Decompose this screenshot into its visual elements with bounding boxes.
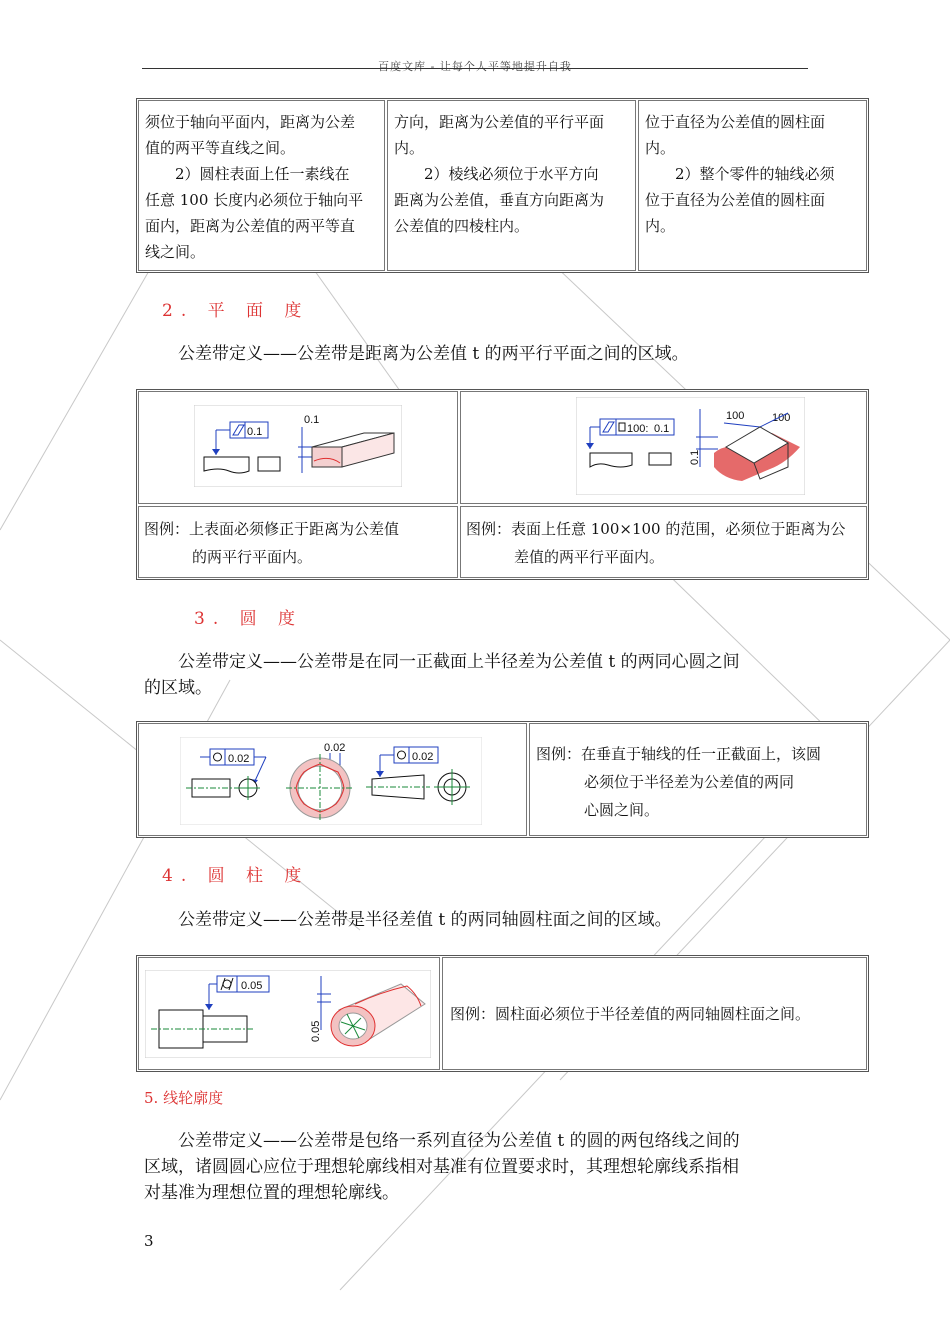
col2-line2: 内。: [394, 139, 425, 157]
caption1-line2: 的两平行平面内。: [192, 548, 313, 566]
top-table: [136, 98, 869, 273]
cylindricity-caption: 图例：圆柱面必须位于半径差值的两同轴圆柱面之间。: [450, 1005, 811, 1023]
frame2-value-text: 0.02: [412, 751, 434, 763]
col2-line1: 方向，距离为公差值的平行平面: [394, 113, 605, 131]
roundness-caption-line3: 心圆之间。: [584, 801, 660, 819]
flatness-caption-2: [466, 515, 866, 571]
frame1-value-text: 0.02: [228, 753, 250, 765]
part-side-view: [258, 457, 280, 471]
flatness-caption-1: [144, 515, 444, 571]
profile-def-line3: 对基准为理想位置的理想轮廓线。: [144, 1183, 399, 1203]
dim-a-text: 100: [726, 410, 745, 422]
col3-item2-l2: 位于直径为公差值的圆柱面: [645, 191, 826, 209]
roundness-figure: [180, 737, 482, 825]
header-rule: [142, 68, 808, 69]
col1-line2: 值的两平等直线之间。: [145, 139, 296, 157]
dim-value-text: 0.05: [310, 1020, 322, 1042]
col3-item2-l1: 2）整个零件的轴线必须: [675, 165, 835, 183]
flatness-figure-2: [576, 397, 805, 495]
top-table-col2: [387, 100, 636, 271]
page-number: 3: [144, 1232, 154, 1250]
roundness-caption-line2: 必须位于半径差为公差值的两同: [584, 773, 795, 791]
frame-value-text: 0.1: [247, 426, 263, 438]
col2-item2-l3: 公差值的四棱柱内。: [394, 217, 530, 235]
roundness-caption-line1: 图例：在垂直于轴线的任一正截面上，该圆: [536, 745, 822, 763]
flatness-definition: 公差带定义——公差带是距离为公差值 t 的两平行平面之间的区域。: [178, 344, 689, 364]
col3-line1: 位于直径为公差值的圆柱面: [645, 113, 826, 131]
col1-line1: 须位于轴向平面内，距离为公差: [145, 113, 356, 131]
caption1-line1: 图例：上表面必须修正于距离为公差值: [144, 520, 400, 538]
dim-v-text: 0.1: [689, 449, 701, 465]
top-table-col3: [638, 100, 867, 271]
col3-line2: 内。: [645, 139, 676, 157]
frame-value-text: 0.05: [241, 980, 263, 992]
part-side-view: [649, 453, 671, 465]
dim-b-text: 100: [772, 412, 791, 424]
cylindricity-definition: 公差带定义——公差带是半径差值 t 的两同轴圆柱面之间的区域。: [178, 910, 672, 930]
dim-value-text: 0.02: [324, 742, 346, 754]
flatness-figure-1: [194, 405, 402, 487]
roundness-def-line2: 的区域。: [144, 678, 212, 698]
top-table-col1: [138, 100, 385, 271]
roundness-heading: 3. 圆 度: [194, 609, 304, 629]
dim-label-text: 0.1: [304, 414, 320, 426]
frame-value-text: 0.1: [654, 423, 670, 435]
profile-definition: [144, 1128, 804, 1206]
cylindricity-heading: 4. 圆 柱 度: [162, 866, 310, 886]
frame-prefix-text: 100:: [627, 423, 649, 435]
col2-item2-l2: 距离为公差值，垂直方向距离为: [394, 191, 605, 209]
roundness-def-line1: 公差带定义——公差带是在同一正截面上半径差为公差值 t 的两同心圆之间: [178, 652, 740, 672]
roundness-caption: [536, 740, 866, 824]
cylindricity-figure: [145, 970, 431, 1058]
profile-def-line2: 区域，诸圆圆心应位于理想轮廓线相对基准有位置要求时，其理想轮廓线系指相: [144, 1157, 739, 1177]
flatness-heading: 2. 平 面 度: [162, 301, 310, 321]
caption2-line2: 差值的两平行平面内。: [514, 548, 665, 566]
caption2-line1: 图例：表面上任意 100×100 的范围，必须位于距离为公: [466, 520, 846, 538]
col2-item2-l1: 2）棱线必须位于水平方向: [424, 165, 599, 183]
col1-item2-l3: 面内，距离为公差值的两平等直: [145, 217, 356, 235]
page-header: 百度文库 - 让每个人平等地提升自我: [378, 60, 572, 73]
roundness-definition: [144, 649, 804, 701]
col1-item2-l4: 线之间。: [145, 243, 206, 261]
col3-item2-l3: 内。: [645, 217, 676, 235]
profile-def-line1: 公差带定义——公差带是包络一系列直径为公差值 t 的圆的两包络线之间的: [178, 1131, 740, 1151]
col1-item2-l2: 任意 100 长度内必须位于轴向平: [145, 191, 364, 209]
col1-item2-l1: 2）圆柱表面上任一素线在: [175, 165, 350, 183]
profile-heading: 5. 线轮廓度: [144, 1089, 224, 1107]
